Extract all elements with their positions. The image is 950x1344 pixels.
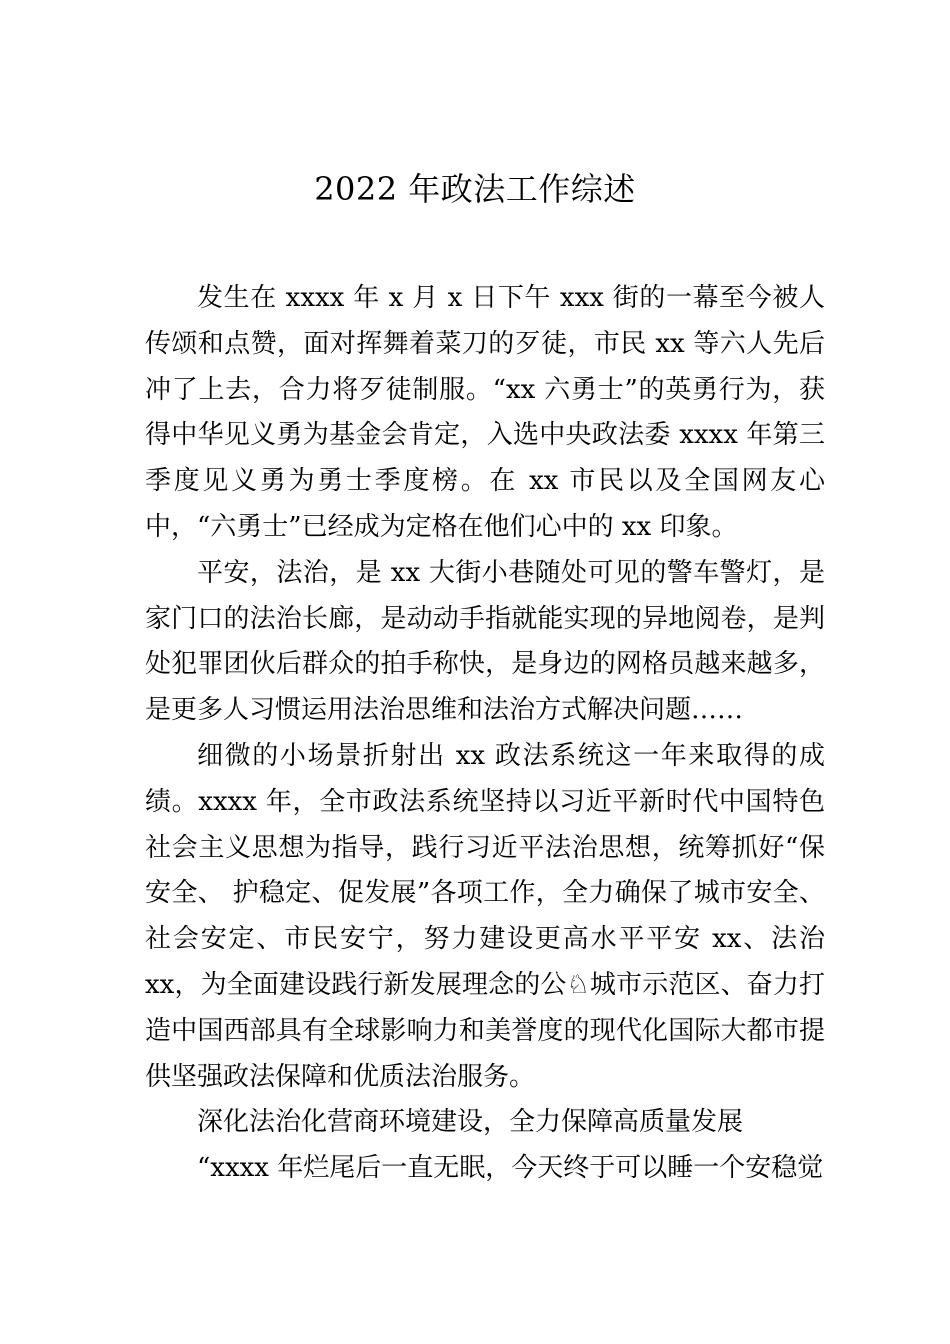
section-heading-business-environment: 深化法治化营商环境建设，全力保障高质量发展 [197, 1107, 744, 1138]
paragraph-heroes: 发生在 xxxx 年 x 月 x 日下午 xxx 街的一幕至今被人传颂和点赞，面对挥舞着菜刀的歹徒，市民 xx 等六人先后冲了上去，合力将歹徒制服。“xx 六勇士”的英勇行为，获得中华见义勇为基金会肯定，入选中央政法委 xxxx 年第三季度见义勇为勇士季度榜。在 xx 市民以及全国网友心中，“六勇士”已经成为定格在他们心中的 xx 印象。 [145, 283, 825, 542]
paragraph-achievements: 细微的小场景折射出 xx 政法系统这一年来取得的成绩。xxxx 年，全市政法系统坚持以习近平新时代中国特色社会主义思想为指导，践行习近平法治思想，统筹抓好“保安全、 护稳定、促发展”各项工作，全力确保了城市安全、社会安定、市民安宁，努力建设更高水平平安 xx、法治 xx，为全面建设践行新发展理念的公♘城市示范区、奋力打造中国西部具有全球影响力和美誉度的现代化国际大都市提供坚强政法保障和优质法治服务。 [145, 740, 825, 1092]
document-body [145, 276, 825, 1192]
document-title: 2022 年政法工作综述 [314, 170, 636, 208]
paragraph-quote-start: “xxxx 年烂尾后一直无眠，今天终于可以睡一个安稳觉 [197, 1153, 824, 1184]
paragraph-safety-rule-of-law: 平安，法治，是 xx 大街小巷随处可见的警车警灯，是家门口的法治长廊，是动动手指就能实现的异地阅卷，是判处犯罪团伙后群众的拍手称快，是身边的网格员越来越多，是更多人习惯运用法治思维和法治方式解决问题…… [145, 557, 825, 726]
